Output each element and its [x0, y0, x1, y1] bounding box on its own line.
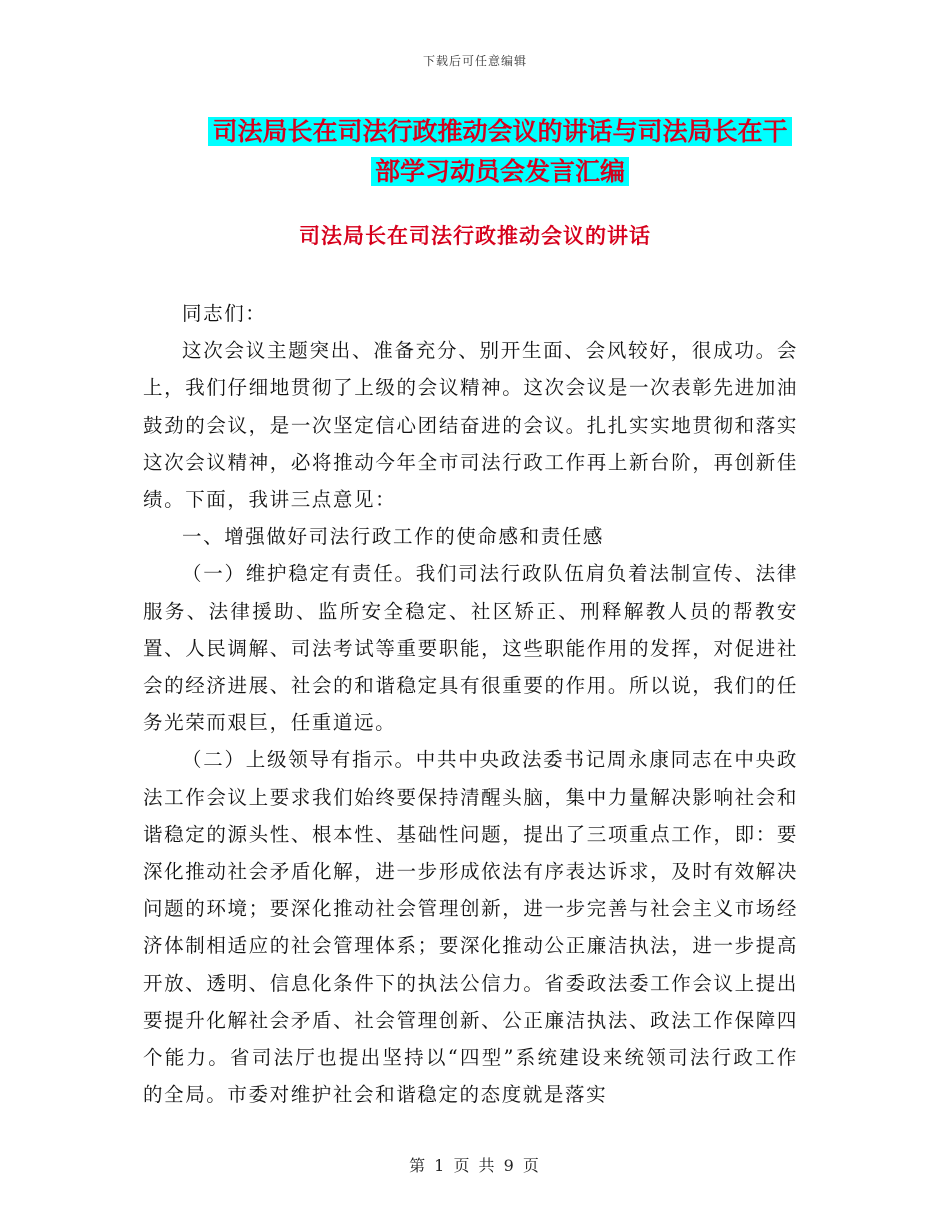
page-header-note: 下载后可任意编辑 [422, 54, 527, 68]
document-body [143, 295, 798, 1113]
body-paragraph: 这次会议主题突出、准备充分、别开生面、会风较好，很成功。会上，我们仔细地贯彻了上级的会议精神。这次会议是一次表彰先进加油鼓劲的会议，是一次坚定信心团结奋进的会议。扎扎实实地贯彻和落实这次会议精神，必将推动今年全市司法行政工作再上新台阶，再创新佳绩。下面，我讲三点意见： [143, 339, 798, 512]
document-title [180, 112, 820, 192]
section-title: 司法局长在司法行政推动会议的讲话 [299, 224, 651, 248]
body-paragraph: （二）上级领导有指示。中共中央政法委书记周永康同志在中央政法工作会议上要求我们始终要保持清醒头脑，集中力量解决影响社会和谐稳定的源头性、根本性、基础性问题，提出了三项重点工作，即：要深化推动社会矛盾化解，进一步形成依法有序表达诉求，及时有效解决问题的环境；要深化推动社会管理创新，进一步完善与社会主义市场经济体制相适应的社会管理体系；要深化推动公正廉洁执法，进一步提高开放、透明、信息化条件下的执法公信力。省委政法委工作会议上提出要提升化解社会矛盾、社会管理创新、公正廉洁执法、政法工作保障四个能力。省司法厅也提出坚持以“四型”系统建设来统领司法行政工作的全局。市委对维护社会和谐稳定的态度就是落实 [143, 748, 798, 1107]
document-title-line-1: 司法局长在司法行政推动会议的讲话与司法局长在干 [208, 117, 791, 146]
salutation-paragraph: 同志们： [182, 302, 267, 325]
document-title-line-2: 部学习动员会发言汇编 [371, 157, 629, 186]
section-heading-paragraph: 一、增强做好司法行政工作的使命感和责任感 [182, 525, 605, 549]
page-number-footer: 第 1 页 共 9 页 [409, 1156, 541, 1175]
body-paragraph: （一）维护稳定有责任。我们司法行政队伍肩负着法制宣传、法律服务、法律援助、监所安全稳定、社区矫正、刑释解教人员的帮教安置、人民调解、司法考试等重要职能，这些职能作用的发挥，对促进社会的经济进展、社会的和谐稳定具有很重要的作用。所以说，我们的任务光荣而艰巨，任重道远。 [143, 562, 798, 735]
